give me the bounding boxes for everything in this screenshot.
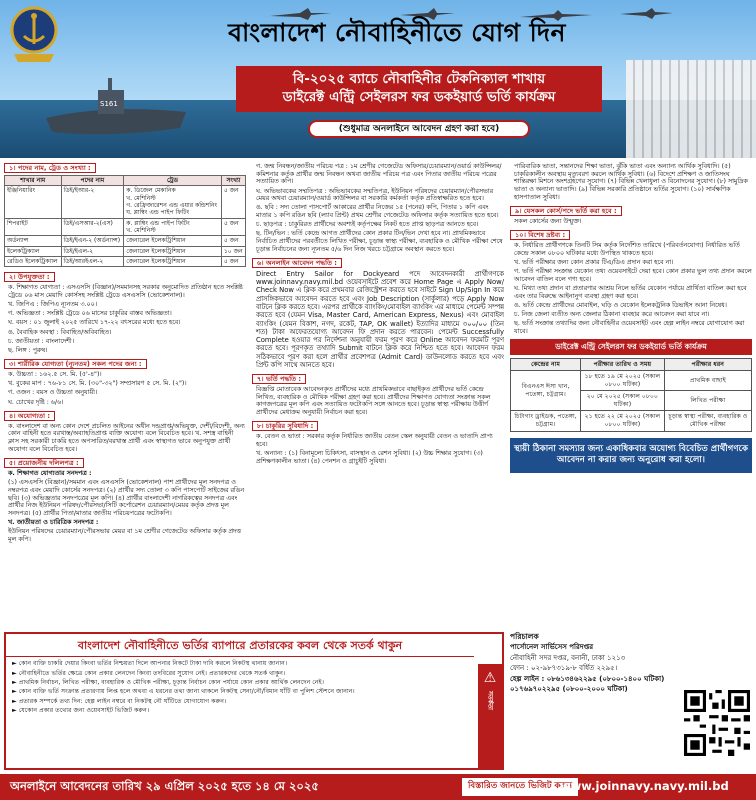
trade-item: গ. রেফ্রিজারেশন এন্ড এয়ার কন্ডিশনিং [126, 201, 218, 209]
warning-side-strip [478, 664, 502, 768]
table-cell: লিখিত পরীক্ষা [664, 391, 751, 411]
physical-list [4, 371, 246, 406]
subheading: ক. শিক্ষাগত যোগ্যতার সনদপত্র : [8, 470, 92, 478]
table-cell: চিটাগাং ড্রাইডক, পতেঙ্গা, চট্টগ্রাম। [511, 411, 581, 431]
table-cell: ২১ হতে ২২ মে ২০২৫ (সকাল ০৮০০ ঘটিকা) [581, 411, 665, 431]
table-cell: ১৮ হতে ১৯ মে ২০২৫ (সকাল ০৮০০ ঘটিকা) [581, 371, 665, 391]
trade-item: খ. মেশিনিস্ট [126, 226, 156, 234]
trade-item: জেনারেল ইলেকট্রিশিয়ান [126, 247, 186, 255]
table-cell: চূড়ান্ত স্বাস্থ্য পরীক্ষা, ব্যবহারিক ও মৌখিক পরীক্ষা [664, 411, 751, 431]
table-header: পরীক্ষার তারিখ ও সময় [581, 358, 665, 371]
table-header: শাখার নাম [5, 176, 62, 186]
table-row [5, 236, 246, 246]
list-item: ক. শিক্ষাগত যোগ্যতা : এসএসসি (বিজ্ঞান)/সমমানসহ সরকার অনুমোদিত প্রতিষ্ঠান হতে সংশ্লিষ্ট ট্রেডে ০৬ মাস মেয়াদি কোর্সসহ সংশ্লিষ্ট ট্রেডে এসএসসি (ভোকেশনাল)। [8, 284, 243, 299]
batch-banner-line2: ডাইরেক্ট এন্ট্রি সেইলরস ফর ডকইয়ার্ড ভর্তি কার্যক্রম [282, 88, 556, 105]
list-item: খ. ভর্তি পরীক্ষার জন্য কোন প্রকার টিএ/ডিএ প্রদান করা হবে না। [514, 258, 674, 266]
director-phone: ফোন : ০২-৯৮৭৩১৯-৮ বর্ধিত ২২৯৫। [510, 664, 618, 673]
paragraph: ছ. টিন/ভিন : ভর্তি কেন্দ্রে আগত প্রার্থীদের কোন প্রকার টিন/ভিন দেখা হবে না। প্রাথমিকভাবে নির্বাচিত প্রার্থীদের পরবর্তীতে লিখিত পরীক্ষা, চূড়ান্ত স্বাস্থ্য পরীক্ষা, ব্যবহারিক ও মৌখিক পরীক্ষা শেষে চূড়ান্ত নির্বাচনের জন্য ন্যূনতম ৫/৬ দিন নিজ খরচে চট্টগ্রামে অবস্থান করতে হবে। [256, 230, 503, 253]
list-item: ক. উচ্চতা : ১৬২.৫ সে. মি. (৫'-৪")। [8, 371, 102, 379]
list-item: ঙ. বৈবাহিক অবস্থা : বিবাহিত/অবিবাহিত। [8, 328, 112, 336]
paragraph: ক. বাংলাদেশ বা অন্য কোন দেশে প্রচলিত আইনের অধীন দন্ডপ্রাপ্ত/অভিযুক্ত, দেশী/বিদেশী, অন্য কোন বাহিনী হতে বরখাস্ত/অব্যাহতিপ্রাপ্ত ব্যক্তি অযোগ্য বলে বিবেচিত হবে। খ. সশস্ত্র বাহিনী ক্লাস সহ সরকারী চাকরি হতে অপসারিত/বরখাস্ত প্রার্থী এবং স্বাস্থ্যগত ভাবে অনুপযুক্ত প্রার্থী অযোগ্য বলে বিবেচিত হবে। [8, 422, 245, 453]
application-dates: অনলাইনে আবেদনের তারিখ ২৯ এপ্রিল ২০২৫ হতে ১৪ মে ২০২৫ [10, 779, 319, 793]
table-cell: ৫ জন [221, 218, 245, 236]
list-item: খ. অন্যান্য : (১) বিনামূল্যে চিকিৎসা, বাসস্থান ও রেশন সুবিধা। (২) উচ্চ শিক্ষার সুযোগ। (৩) প্রশিক্ষণকালীন ভাতা। (৪) পেনশন ও গ্রাচুইটি সুবিধা। [256, 449, 483, 465]
website-link[interactable]: www.joinnavy.navy.mil.bd [560, 779, 729, 793]
address-warning-note: স্থায়ী ঠিকানা সমস্যার জন্য একাধিকবার অযোগ্য বিবেচিত প্রার্থীগণকে আবেদন না করার জন্য অনুরোধ করা হলো। [510, 438, 752, 473]
schedule-caption: ডাইরেক্ট এন্ট্রি সেইলরস ফর ডকইয়ার্ড ভর্তি কার্যক্রম [510, 339, 752, 354]
list-item: ► প্রতারক সম্পর্কে তথ্য দিন: হেল্প লাইন নম্বরে বা নিকটস্থ নৌ ঘাঁটিতে যোগাযোগ করুন। [12, 697, 227, 705]
table-header: কেন্দ্রের নাম [511, 358, 581, 371]
section-heading: ৪। অযোগ্যতা : [4, 411, 55, 421]
table-row [511, 371, 752, 391]
warning-icon: ⚠ [483, 670, 497, 686]
table-cell: ৫ জন [221, 236, 245, 246]
documents-body [4, 470, 246, 544]
paragraph: ইউনিয়ন পরিষদের চেয়ারম্যান/পৌরসভার মেয়র বা ১ম শ্রেণীর গেজেটেড অফিসার কর্তৃক প্রদত্ত মূল কপি। [8, 528, 241, 543]
fraud-warning-box [4, 632, 504, 770]
table-row [5, 218, 246, 236]
courses-body [510, 218, 752, 226]
paragraph: Direct Entry Sailor for Dockyeard পদে আবেদনকারী প্রার্থীগণকে www.joinnavy.navy.mil.bd ওয়েবসাইটে প্রবেশ করে Home Page এ Apply Now/ Check Now এ ক্লিক করে প্রথমবার রেজিস্ট্রেশন করতে হবে সাইটে Sign Up/Sign In করে প্রাসঙ্গিকভাবে আবেদন করতে হবে এবং Job Description (সার্কুলার) পড়ে Apply Now বাটনে ক্লিক করতে হবে। এরপর প্রার্থীকে ব্যাংকিং/মোবাইল ব্যাংকিং এর মাধ্যমে পেমেন্ট সম্পন্ন করতে হবে (যেমন Visa, Master Card, American Express, Nexus) এবং মোবাইল ব্যাংকিং (যেমন বিকাশ, নগদ, রকেট, TAP, OK wallet) ইত্যাদির মাধ্যমে ৩০০/০০ (তিন শত) টাকা অফেরতযোগ্য আবেদন ফি প্রদান করতে পারবেন। পেমেন্ট Successfully Complete হওয়ার পর নির্দেশনা অনুযায়ী ফরম পূরণ করে Online আবেদন ফরমটি পূরণ করতে হবে। পূরণকৃত তথ্যাদি Submit বাটনে ক্লিক করে নিশ্চিত হতে হবে। আবেদন ফরম সঠিকভাবে পূরণ করা হলে প্রার্থীর প্রবেশপত্র (Admit Card) ডাউনলোড করতে হবে এবং প্রিন্ট কপি সাথে আনতে হবে। [256, 269, 504, 370]
visit-label: বিস্তারিত জানতে ভিজিট করুন [462, 778, 578, 796]
list-item: ঘ. চোখের দৃষ্টি : ৬/৬। [8, 398, 64, 406]
table-header: পরীক্ষার ধরন [664, 358, 751, 371]
column-middle [252, 160, 504, 630]
table-header: ট্রেড [124, 176, 222, 186]
table-cell: ডিই/ইএল-২ [61, 246, 124, 256]
trade-item: জেনারেল ইলেকট্রিশিয়ান [126, 237, 186, 245]
list-item: ► নৌবাহিনীতে ভর্তির ক্ষেত্রে কোন প্রকার লেনদেন কিংবা তদবিরের সুযোগ নেই। প্রতারকদের থেকে সতর্ক থাকুন। [12, 669, 286, 677]
table-cell: প্রাথমিক বাছাই [664, 371, 751, 391]
paragraph: (১) এসএসসি (বিজ্ঞান)/সমমান এবং এসএসসি (ভোকেশনাল) পাশ প্রার্থীদের মূল সনদপত্র ও নম্বরপত্র এবং মেয়াদি কোর্সের সনদপত্র। (২) প্রার্থীর সদ্য তোলা ৩ কপি পাসপোর্ট সাইজের রঙিন ছবি। (৩) অভিজ্ঞতার সনদপত্রের মূল কপি। (৪) প্রার্থীর বাংলাদেশী নাগরিকত্বের সনদপত্র এবং প্রার্থীর নিজ ইউনিয়ন পরিষদ/পৌরসভা/সিটি কর্পোরেশন চেয়ারম্যান/মেয়র কর্তৃক প্রদত্ত মূল সনদপত্র। (৫) প্রার্থীর পিতা/মাতার জাতীয় পরিচয়পত্রের ফটোকপি। [8, 479, 245, 517]
director-helpline: হেল্প লাইন : ০৮৬১৩৪৬২২৯৫ (০৮০০-১৪০০ ঘটিকা) [510, 674, 665, 683]
table-cell: ডিই/ইএন-২ (অর্ডন্যান্স) [61, 236, 124, 246]
table-cell: বিএনএস ঈসা খান, পতেঙ্গা, চট্টগ্রাম। [511, 371, 581, 411]
paragraph: গ. জন্ম নিবন্ধন/জাতীয় পরিচয় পত্র : ১ম শ্রেণীর গেজেটেড অফিসার/চেয়ারম্যান/ওয়ার্ড কাউন্সিলর/কমিশনার কর্তৃক প্রার্থীর জন্ম নিবন্ধন অথবা জাতীয় পরিচয় পত্র এবং পিতার জাতীয় পরিচয় পত্রের সত্যায়িত কপি। [256, 163, 502, 186]
list-item: খ. জিপিএ : জিপিএ ন্যূনতম ৩.০০। [8, 301, 97, 309]
navy-crest-icon [6, 4, 62, 66]
table-header: পদের নাম [61, 176, 124, 186]
table-cell [124, 218, 222, 236]
trade-item: ক. ডিজেল মেকানিক [126, 187, 176, 195]
list-item: ঘ. মিথ্যা তথ্য প্রদান বা প্রতারণার আশ্রয় নিলে ভর্তির যেকোন পর্যায়ে প্রার্থিতা বাতিল করা হবে এবং তার বিরুদ্ধে আইনানুগ ব্যবস্থা গ্রহণ করা হবে। [514, 284, 747, 300]
trade-item: ক. প্লাম্বিং এন্ড পাইপ ফিটিং [126, 219, 190, 227]
paragraph: ঘ. অভিভাবকের সম্মতিপত্র : অভিভাবকের সম্মতিপত্র, ইউনিয়ন পরিষদের চেয়ারম্যান/পৌরসভার মেয়র অথবা চেয়ারম্যান/ওয়ার্ড কাউন্সিলর বা সরকারি কর্মকর্তা কর্তৃক প্রতিস্বাক্ষরিত হতে হবে। [256, 187, 494, 203]
section-heading: ৮। চাকুরির সুবিধাদি : [252, 421, 318, 431]
table-cell: ১০ জন [221, 246, 245, 256]
section-heading: ৭। ভর্তি পদ্ধতি : [252, 374, 306, 384]
table-cell: রেডিও ইলেকট্রিক্যাল [5, 256, 62, 266]
table-row [5, 246, 246, 256]
section-heading: ১০। বিশেষ দ্রষ্টব্য : [510, 230, 570, 240]
paragraph: চ. ছাড়পত্র : চাকুরিরত প্রার্থীদের অবশ্যই কর্তৃপক্ষের নিকট হতে প্রাপ্ত ছাড়পত্র আনতে হবে। [256, 221, 479, 229]
table-cell: ইলেকট্রিক্যাল [5, 246, 62, 256]
list-item: ► প্রাথমিক নির্বাচন, লিখিত পরীক্ষা, ব্যবহারিক ও মৌখিক পরীক্ষা, চূড়ান্ত নির্বাচন কোন পর্যায়ে কোন প্রকার আর্থিক লেনদেন নেই। [12, 679, 324, 687]
qr-code-icon[interactable] [684, 690, 750, 756]
documents-continued [252, 163, 504, 253]
paragraph: বিজ্ঞপ্তি মোতাবেক আবেদনকৃত প্রার্থীদের মধ্যে প্রাথমিকভাবে বাছাইকৃত প্রার্থীদের ভর্তি কেন্দ্রে লিখিত, ব্যবহারিক ও মৌখিক পরীক্ষা গ্রহণ করা হবে। প্রার্থীদের শিক্ষাগত যোগ্যতা সংক্রান্ত সকল কাগজপত্রের মূল কপি এবং সত্যায়িত ফটোকপি সঙ্গে আনতে হবে। চূড়ান্ত স্বাস্থ্য পরীক্ষায় উত্তীর্ণ প্রার্থীদের মেধাক্রম অনুযায়ী নির্বাচন করা হবে। [256, 385, 491, 416]
section-heading: ৫। প্রয়োজনীয় দলিলপত্র : [4, 458, 84, 468]
list-item: ছ. লিঙ্গ : পুরুষ। [8, 346, 48, 354]
table-row [5, 186, 246, 218]
list-item: ঘ. বয়স : ০১ জুলাই ২০২৫ তারিখে ১৭-২২ বৎসরের মধ্যে হতে হবে। [8, 319, 181, 327]
paragraph: ঙ. ছবি : সদ্য তোলা পাসপোর্ট আকারের প্রার্থীর নিজের ১৫ (পনের) কপি, পিতার ১ কপি এবং মাতার ১ কপি রঙিন ছবি (ল্যাব প্রিন্ট) প্রথম শ্রেণীর গেজেটেড অফিসার কর্তৃক সত্যায়িত হতে হবে। [256, 204, 499, 220]
table-cell: ৫ জন [221, 256, 245, 266]
director-address: নৌবাহিনী সদর দপ্তর, বনানী, ঢাকা ১২১৩ [510, 653, 626, 662]
column-right [510, 160, 752, 630]
section-heading: ৩। শারীরিক যোগ্যতা (ন্যূনতম) সকল পদের জন্য : [4, 359, 147, 369]
table-header: সংখ্যা [221, 176, 245, 186]
admission-process-body [252, 386, 504, 417]
table-cell: ডিই/এসআর-২(এস) [61, 218, 124, 236]
warning-title: বাংলাদেশ নৌবাহিনীতে ভর্তির ব্যাপারে প্রতারকের কবল থেকে সতর্ক থাকুন [6, 634, 474, 657]
paragraph: পারিবারিক ভাতা, সন্তানদের শিক্ষা ভাতা, ঝুঁকি ভাতা এবং অন্যান্য আর্থিক সুবিধাদি। (৫) চাকরিকালীন অবস্থায় মৃত্যুবরণ করলে আর্থিক সুবিধা। (৬) বিদেশে প্রশিক্ষণ ও জাতিসংঘ শান্তিরক্ষা মিশনে অংশগ্রহণের সুযোগ। (৭) বিভিন্ন খেলাধুলা ও বিনোদনের সুযোগ। (৮) সামুদ্রিক ভাতা ও অন্যান্য ভাতাদি। (৯) বিভিন্ন সরকারি প্রতিষ্ঠানে ভর্তির সুযোগ। (১০) সার্বক্ষণিক হাসপাতাল সুবিধা। [514, 163, 748, 201]
list-item: ক. বেতন ও ভাতা : সরকার কর্তৃক নির্ধারিত জাতীয় বেতন স্কেল অনুযায়ী বেতন ও ভাতাদি প্রাপ্য হবে। [256, 433, 493, 448]
benefits-continued [510, 163, 752, 201]
table-cell: ২০ মে ২০২৫ (সকাল ০৮০০ ঘটিকা) [581, 391, 665, 411]
table-row [511, 411, 752, 431]
trade-item: খ. মেশিনিস্ট [126, 194, 156, 202]
table-cell: শিপরাইট [5, 218, 62, 236]
list-item: ঙ. ভর্তি কেন্দ্রে প্রার্থীদের মোবাইল, ঘড়ি ও যেকোন ইলেকট্রনিক ডিভাইস আনা নিষেধ। [514, 301, 727, 309]
table-cell: ডিই/আরইএল-২ [61, 256, 124, 266]
list-item: ► কোন ব্যক্তি চাকরি দেয়ার কিংবা ভর্তির নিশ্চয়তা দিলে আপনার নিকটে টাকা দাবি করলে নিকটস্থ থানায় জানান। [12, 660, 288, 668]
list-item: গ. অভিজ্ঞতা : সংশ্লিষ্ট ট্রেডে ০৬ মাসের চাকুরির বাস্তব অভিজ্ঞতা। [8, 310, 172, 318]
director-org: পার্সোনেল সার্ভিসেস পরিদপ্তর [510, 643, 594, 652]
list-item: চ. নিজ জেলা ব্যতীত অন্য জেলার ঠিকানা ব্যবহার করে আবেদন করা যাবে না। [514, 310, 710, 318]
paragraph: সকল কোর্সের জন্য উন্মুক্ত। [514, 217, 582, 225]
eligibility-list [4, 284, 246, 354]
online-only-note: (শুধুমাত্র অনলাইনে আবেদন গ্রহণ করা হবে) [308, 120, 530, 138]
page-title: বাংলাদেশ নৌবাহিনীতে যোগ দিন [228, 18, 566, 47]
list-item: ► কোন ব্যক্তি ভর্তি সংক্রান্ত প্রতারণায় লিপ্ত হলে অথবা এ ধরনের তথ্য জানা থাকলে নিকটস্থ সেনা/নৌ/বিমান ঘাঁটি বা পুলিশ স্টেশনে জানান। [12, 688, 355, 696]
schedule-table [510, 358, 752, 432]
batch-banner-line1: বি-২০২৫ ব্যাচে নৌবাহিনীর টেকনিক্যাল শাখায় [292, 71, 546, 87]
trade-item: জেনারেল ইলেকট্রিশিয়ান [126, 257, 186, 265]
director-contact [510, 632, 680, 770]
director-label: পরিচালক [510, 632, 539, 641]
section-heading: ৬। অনলাইন আবেদন পদ্ধতি : [252, 258, 342, 268]
table-cell [124, 236, 222, 246]
warning-list [6, 657, 502, 714]
table-row [5, 256, 246, 266]
table-cell: অর্ডন্যান্স [5, 236, 62, 246]
table-cell: ডিই/ইআর-২ [61, 186, 124, 218]
benefits-body [252, 433, 504, 465]
section-heading: ২। উপযুক্ততা : [4, 272, 55, 282]
director-mobile: ০১৭৬৯৭০২২৯৫ (০৮০০-২০০০ ঘটিকা) [510, 685, 628, 694]
submarine-illustration [42, 74, 192, 144]
special-notes-list [510, 242, 752, 335]
column-left [4, 160, 246, 630]
list-item: গ. ভর্তি পরীক্ষা সংক্রান্ত যেকোন তথ্য ওয়েবসাইটে দেয়া হবে। কোন প্রকার ভুল তথ্য প্রদান করলে আবেদন বাতিল বলে গণ্য হবে। [514, 268, 752, 283]
list-item: গ. ওজন : বয়স ও উচ্চতা অনুযায়ী। [8, 389, 98, 397]
subheading: খ. জাতীয়তা ও চারিত্রিক সনদপত্র : [8, 519, 99, 527]
warning-side-label: সতর্কতা [486, 691, 494, 710]
section-heading: ১। পদের নাম, ট্রেড ও সংখ্যা : [4, 163, 96, 173]
table-cell: ইঞ্জিনিয়ারিং [5, 186, 62, 218]
table-cell: ৫ জন [221, 186, 245, 218]
section-heading: ৯। যেসকল কোর্স/পদে ভর্তি করা হবে : [510, 206, 622, 216]
list-item: খ. বুকের মাপ : ৭৬-৮১ সে. মি. (৩০"-৩২") সম্প্রসারণ ৫ সে. মি. (২")। [8, 380, 187, 388]
batch-banner [236, 66, 602, 112]
bottom-bar [0, 774, 756, 800]
list-item: চ. জাতীয়তা : বাংলাদেশী। [8, 337, 74, 345]
list-item: ছ. ভর্তি সংক্রান্ত তথ্যাদির জন্য নৌবাহিনীর ওয়েবসাইট এবং হেল্প লাইন নম্বরে যোগাযোগ করা যাবে। [514, 320, 745, 335]
table-cell [124, 186, 222, 218]
header-banner [0, 0, 756, 158]
list-item: ► যেকোন প্রকার তথ্যের জন্য ওয়েবসাইট ভিজিট করুন। [12, 707, 150, 715]
sailors-illustration [626, 60, 756, 158]
positions-table [4, 175, 246, 267]
trade-item: ঘ. প্লাম্বিং এন্ড পাইপ ফিটিং [126, 209, 190, 217]
table-cell [124, 246, 222, 256]
disqualification-body [4, 423, 246, 454]
online-application-body [252, 270, 504, 369]
ship-number-label: S161 [100, 100, 118, 108]
table-cell [124, 256, 222, 266]
list-item: ক. নির্ধারিত প্রার্থীগণকে তিনটি সিম কর্তৃক নির্দেশিত তারিখে (পরিবর্তনযোগ্য) নির্ধারিত ভর্তি কেন্দ্রে সকাল ০৮০০ ঘটিকার মধ্যে উপস্থিত থাকতে হবে। [514, 242, 740, 257]
